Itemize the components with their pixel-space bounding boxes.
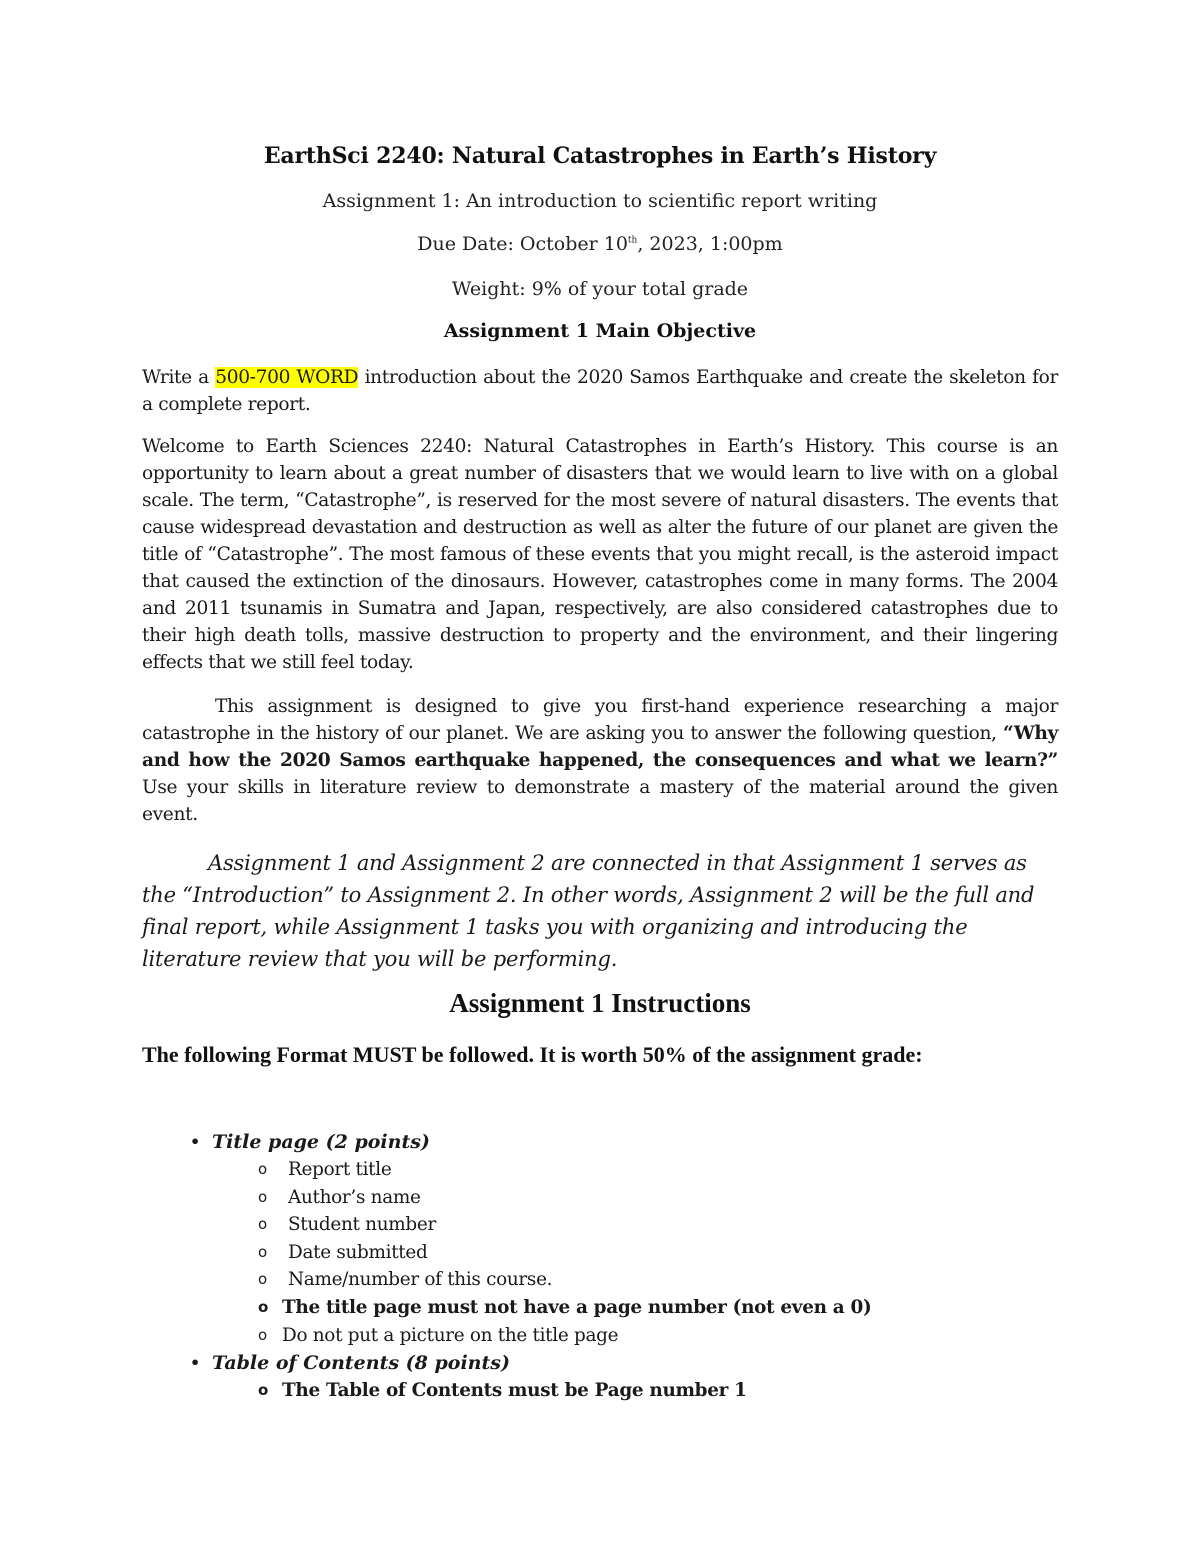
format-requirement [142, 1038, 1058, 1071]
format-bold: Format MUST [276, 1042, 416, 1067]
format-suffix: of the assignment grade: [686, 1042, 923, 1067]
sub-list-item [190, 1156, 871, 1184]
title-page-label: Title page (2 points) [212, 1131, 430, 1153]
sub-bullet-icon: o [258, 1381, 269, 1400]
sub-item-text: Do not put a picture on the title page [282, 1324, 619, 1346]
format-middle: be followed. It is worth [416, 1042, 643, 1067]
bullet-icon: • [190, 1353, 201, 1373]
bullet-icon: • [190, 1132, 201, 1151]
sub-bullet-icon: o [258, 1242, 267, 1261]
assignment-paragraph [142, 693, 1058, 828]
format-list [190, 1128, 871, 1405]
sub-item-text: Report title [288, 1159, 392, 1180]
sub-list-item [190, 1294, 871, 1322]
research-question: “Why and how the 2020 Samos earthquake happened, the consequences and what we learn?” [142, 723, 1058, 771]
toc-label: Table of Contents (8 points) [212, 1352, 510, 1375]
format-percent: 50% [642, 1042, 687, 1067]
sub-item-text: Student number [288, 1214, 436, 1236]
document-title: EarthSci 2240: Natural Catastrophes in Earth’s History [263, 143, 937, 169]
due-date-suffix: , 2023, 1:00pm [637, 233, 783, 255]
assignment-text-after: Use your skills in literature review to demonstrate a mastery of the material around the given event. [142, 777, 1058, 825]
due-date-superscript: th [627, 235, 638, 246]
list-item-table-of-contents [190, 1349, 871, 1377]
sub-bullet-icon: o [258, 1270, 267, 1289]
sub-list-item [190, 1377, 871, 1405]
due-date [142, 233, 1058, 255]
sub-list-item [190, 1184, 871, 1212]
sub-bullet-icon: o [258, 1325, 267, 1344]
sub-item-text: The title page must not have a page number (not even a 0) [282, 1296, 872, 1318]
sub-list-item [190, 1266, 871, 1294]
objective-text-after: introduction about the 2020 Samos Earthquake and create the skeleton for a complete report. [142, 367, 1058, 415]
sub-bullet-icon: o [258, 1215, 267, 1234]
sub-item-text: Name/number of this course. [288, 1269, 553, 1291]
objective-text-before: Write a [142, 367, 216, 388]
sub-item-text: Author’s name [288, 1186, 421, 1208]
sub-list-item [190, 1211, 871, 1239]
sub-list-item [190, 1239, 871, 1267]
sub-bullet-icon: o [258, 1297, 269, 1316]
word-count-highlight: 500-700 WORD [215, 367, 359, 388]
sub-bullet-icon: o [258, 1160, 267, 1178]
welcome-paragraph: Welcome to Earth Sciences 2240: Natural Catastrophes in Earth’s History. This course is an opportunity to learn about a great number of disasters that we would learn to live with on a global scale. The term, “Catastrophe”, is reserved for the most severe of natural disasters. The events that cause widespread devastation and destruction as well as alter the future of our planet are given the title of “Catastrophe”. The most famous of these events that you might recall, is the asteroid impact that caused the extinction of the dinosaurs. However, catastrophes come in many forms. The 2004 and 2011 tsunamis in Sumatra and Japan, respectively, are also considered catastrophes due to their high death tolls, massive destruction to property and the environment, and their lingering effects that we still feel today. [142, 436, 1058, 673]
assignment-subtitle: Assignment 1: An introduction to scientific report writing [322, 190, 878, 212]
format-prefix: The following [142, 1042, 277, 1067]
assignment-text-before: This assignment is designed to give you first-hand experience researching a major catastrophe in the history of our planet. We are asking you to answer the following question, [142, 696, 1058, 744]
instructions-heading: Assignment 1 Instructions [449, 988, 751, 1018]
objective-paragraph [142, 364, 1058, 418]
sub-item-text: The Table of Contents must be Page number 1 [282, 1380, 747, 1402]
objective-heading: Assignment 1 Main Objective [443, 320, 757, 342]
sub-item-text: Date submitted [288, 1241, 428, 1263]
grade-weight: Weight: 9% of your total grade [451, 278, 749, 300]
sub-bullet-icon: o [258, 1187, 267, 1206]
list-item-title-page [190, 1128, 871, 1156]
connection-paragraph [142, 847, 1058, 975]
sub-list-item [190, 1322, 871, 1350]
due-date-prefix: Due Date: October 10 [417, 233, 628, 255]
connection-text: Assignment 1 and Assignment 2 are connected in that Assignment 1 serves as the “Introduction” to Assignment 2. In other words, Assignment 2 will be the full and final report, while Assignment 1 tasks you with organizing and introducing the literature review that you will be performing. [142, 851, 1035, 971]
